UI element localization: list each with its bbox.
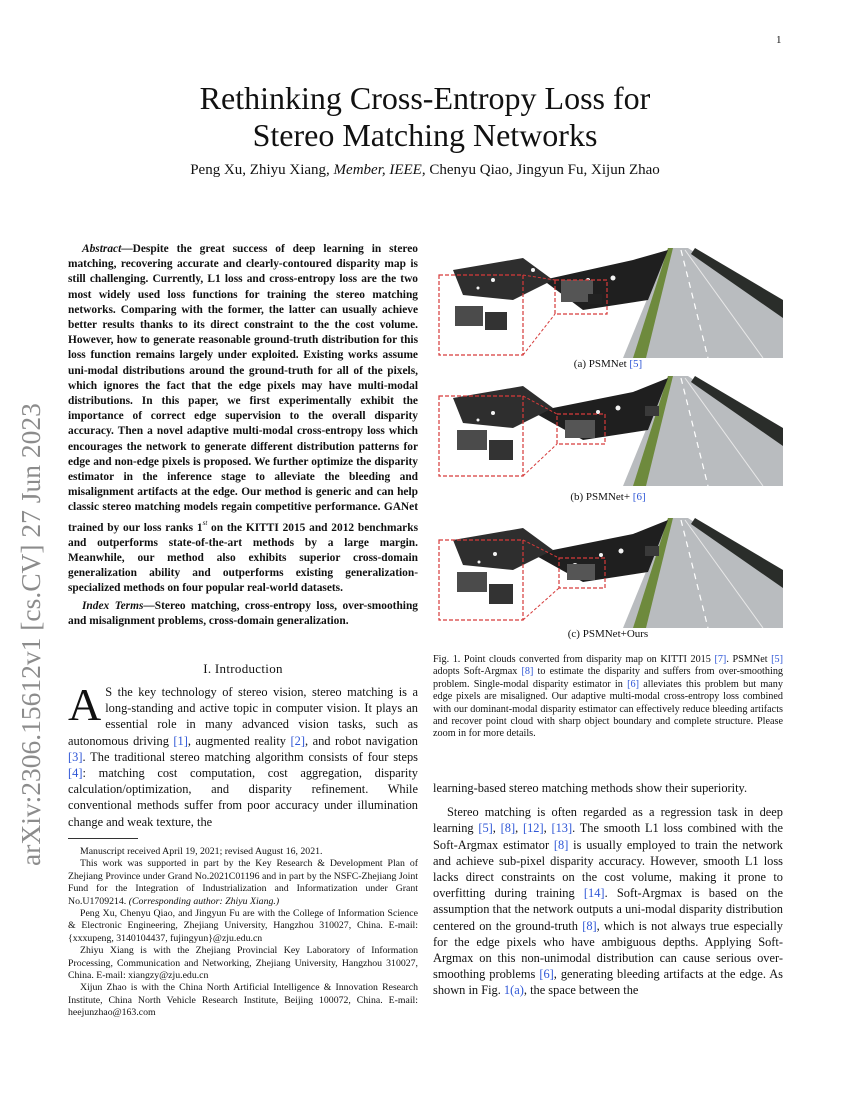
citation-link[interactable]: [3] (68, 749, 83, 764)
citation-link[interactable]: [7] (714, 654, 727, 665)
abstract-label: Abstract (82, 243, 122, 255)
citation-link[interactable]: [5] (629, 358, 643, 370)
arxiv-stamp (4, 246, 52, 866)
footnote-received: Manuscript received April 19, 2021; revised August 16, 2021. (80, 846, 323, 857)
intro-text: : matching cost computation, cost aggregation, disparity calculation/optimization, and disparity refinement. While conventional methods suffer from poor accuracy under illumination change and weak texture, the (68, 766, 418, 829)
intro-text: , augmented reality (187, 733, 291, 748)
author-list (0, 162, 850, 179)
abstract (68, 242, 418, 597)
authors-member: Member, IEEE (333, 162, 422, 178)
authors-part-1: Peng Xu, Zhiyu Xiang, (190, 162, 334, 178)
right-paragraph-0: learning-based stereo matching methods show their superiority. (433, 781, 748, 795)
caption-text: to estimate the disparity and suffers from over-smoothing problem. Single-modal disparity estimator in (433, 666, 784, 690)
citation-link[interactable]: [2] (290, 733, 305, 748)
body-text: . The smooth L1 loss combined with the Soft-Argmax estimator (433, 821, 783, 852)
footnotes (68, 846, 418, 1020)
separator: , (515, 821, 523, 836)
separator: , (492, 821, 501, 836)
intro-text: , and robot navigation (304, 733, 418, 748)
drop-cap: A (68, 679, 102, 730)
citation-link[interactable]: [8] (521, 666, 534, 678)
footnote-affiliation-1: Peng Xu, Chenyu Qiao, and Jingyun Fu are with the College of Information Science & Electronic Engineering, Zhejiang University, Hangzhou 310027, China. E-mail: {xxxupeng, 3140104437, fujingyun}@zju.edu.cn (68, 908, 418, 944)
caption-text: adopts Soft-Argmax (433, 666, 522, 678)
citation-link[interactable]: [8] (582, 918, 597, 933)
caption-text: Fig. 1. Point clouds converted from disparity map on KITTI 2015 (433, 654, 715, 665)
page-number: 1 (776, 34, 782, 46)
footnote-funding (68, 858, 418, 908)
abstract-superscript: st (202, 518, 208, 527)
citation-link[interactable]: [14] (583, 886, 605, 901)
citation-link[interactable]: [5] (771, 654, 783, 665)
title-line-1: Rethinking Cross-Entropy Loss for (199, 80, 651, 116)
intro-text: . The traditional stereo matching algorithm consists of four steps (82, 749, 418, 764)
separator: , (543, 821, 552, 836)
citation-link[interactable]: [6] (539, 967, 554, 982)
right-paragraph-1 (433, 804, 783, 998)
figure-caption (433, 654, 783, 741)
footnote-affiliation-3: Xijun Zhao is with the China North Artificial Intelligence & Innovation Research Institute, China North Vehicle Research Institute, Beijing 100072, China. E-mail: heejunzhao@163.com (68, 982, 418, 1019)
footnote-rule (68, 838, 138, 839)
point-cloud-image-b (433, 368, 783, 486)
paper-title (0, 80, 850, 154)
citation-link[interactable]: [8] (553, 837, 569, 852)
title-line-2: Stereo Matching Networks (252, 117, 598, 153)
authors-part-2: , Chenyu Qiao, Jingyun Fu, Xijun Zhao (421, 162, 660, 178)
figure-panel-a (433, 240, 783, 358)
subcaption-c: (c) PSMNet+Ours (567, 628, 649, 640)
point-cloud-image-c (433, 510, 783, 628)
subcaption-a-text: (a) PSMNet (573, 358, 630, 370)
body-text: . Soft-Argmax is based on the assumption that the network outputs a uni-modal disparity distribution centered on the ground-truth (433, 886, 783, 933)
citation-link[interactable]: [8] (500, 821, 516, 836)
arxiv-stamp-text: arXiv:2306.15612v1 [cs.CV] 27 Jun 2023 (15, 403, 46, 866)
body-text: is usually employed to train the network and achieve sub-pixel disparity accuracy. However, smooth L1 loss lacks direct constraints on the cost volume, making it prone to overfitting during training (433, 837, 783, 901)
citation-link[interactable]: [6] (632, 491, 646, 503)
body-text: , generating bleeding artifacts at the edge. As shown in Fig. (433, 967, 783, 998)
body-text: , which is not always true especially for the edge pixels who have ambiguous depths. Applying Soft-Argmax on this non-unimodal distribution can cause serious over-smoothing problems (433, 918, 783, 982)
footnote-funding-text: This work was supported in part by the Key Research & Development Plan of Zhejiang Province under Grand No.2021C01196 and in part by the NSFC-Zhejiang Joint Fund for the Integration of Industrialization and Informatization under Grant No.U1709214. (68, 858, 418, 907)
intro-text: S the key technology of stereo vision, stereo matching is a long-standing and active topic in computer vision. It plays an essential role in many advanced vision tasks, such as autonomous driving (68, 685, 418, 748)
right-column-text (433, 780, 783, 999)
abstract-text-1: —Despite the great success of deep learning in stereo matching, recovering accurate and clearly-contoured disparity map is still challenging. Currently, L1 loss and cross-entropy loss are the two most widely used loss functions for training the stereo matching networks. Comparing with the former, the latter can usually achieve better results thanks to its direct constraint to the the cost volume. However, how to generate reasonable ground-truth distribution for this loss function remains largely under exploited. Existing works assume uni-modal distributions around the ground-truth for all of the pixels, which ignores the fact that the edge pixels may have multi-modal distributions. In this paper, we first experimentally exhibit the importance of correct edge supervision to the overall disparity accuracy. Then a novel adaptive multi-modal cross-entropy loss which encourages the network to generate different distribution patterns for edge and non-edge pixels is proposed. We further optimize the disparity estimator in the inference stage to alleviate the bleeding and misalignment artifacts at the edge. Our method is generic and can help classic stereo matching models regain competitive performance. GANet trained by our loss ranks 1 (68, 243, 418, 534)
citation-link[interactable]: [4] (68, 766, 83, 781)
caption-text: alleviates this problem but many edge pixels are misaligned. Our adaptive multi-modal cross-entropy loss combined with our dominant-modal disparity estimator can effectively reduce bleeding artifacts and recover point cloud with sharp object boundary and complete structure. Please zoom in for more details. (433, 678, 783, 740)
caption-text: . PSMNet (726, 654, 772, 665)
index-terms-text: —Stereo matching, cross-entropy loss, over-smoothing and misalignment problems, cross-domain generalization. (68, 600, 418, 628)
citation-link[interactable]: [12] (522, 821, 544, 836)
citation-link[interactable]: [1] (173, 733, 188, 748)
point-cloud-image-a (433, 240, 783, 358)
section-heading-introduction: I. Introduction (203, 661, 283, 676)
footnote-corresponding: (Corresponding author: Zhiyu Xiang.) (128, 895, 280, 907)
footnote-affiliation-2: Zhiyu Xiang is with the Zhejiang Provincial Key Laboratory of Information Processing, Communication and Networking, Zhejiang University, Hangzhou 310027, China. E-mail: xiangzy@zju.edu.cn (68, 945, 418, 982)
intro-paragraph (68, 679, 418, 830)
citation-link[interactable]: [13] (551, 821, 573, 836)
index-terms-label: Index Terms (82, 600, 144, 612)
body-text: Stereo matching is often regarded as a regression task in deep learning (433, 805, 783, 836)
figure-panel-b (433, 368, 783, 486)
citation-link[interactable]: [5] (478, 821, 493, 836)
subcaption-b (433, 491, 783, 503)
subcaption-b-text: (b) PSMNet+ (570, 491, 633, 503)
index-terms (68, 599, 418, 629)
figure-panel-c (433, 510, 783, 628)
figure-link[interactable]: 1(a) (503, 983, 524, 998)
abstract-text-2: on the KITTI 2015 and 2012 benchmarks and outperforms state-of-the-art methods by a large margin. Meanwhile, our method also exhibits superior cross-domain generalization ability and outperforms existing generalization-specialized methods on four popular real-world datasets. (68, 521, 419, 595)
citation-link[interactable]: [6] (627, 678, 639, 690)
body-text: , the space between the (523, 983, 639, 998)
